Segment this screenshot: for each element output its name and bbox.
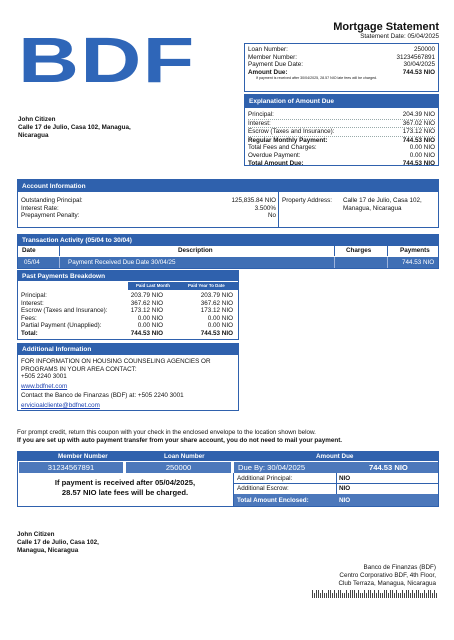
barcode-bar bbox=[406, 590, 407, 598]
barcode-bar bbox=[414, 593, 415, 598]
past-payment-row bbox=[21, 322, 237, 330]
barcode-bar bbox=[394, 593, 395, 598]
bank-address-line2: Club Terraza, Managua, Nicaragua bbox=[338, 580, 436, 587]
past-payment-ytd: 367.62 NIO bbox=[200, 299, 233, 307]
past-payment-ytd: 0.00 NIO bbox=[207, 314, 233, 322]
transaction-box bbox=[17, 234, 439, 269]
barcode-bar bbox=[348, 593, 349, 598]
amount-due-header: Amount Due bbox=[316, 453, 354, 460]
barcode-bar bbox=[314, 593, 315, 598]
explanation-value: 367.02 NIO bbox=[402, 119, 435, 127]
past-payments-box bbox=[17, 270, 239, 340]
additional-line: PROGRAMS IN YOUR AREA CONTACT: bbox=[21, 365, 137, 373]
barcode-bar bbox=[422, 593, 423, 598]
barcode-bar bbox=[376, 593, 377, 598]
barcode-bar bbox=[386, 590, 387, 598]
barcode-bar bbox=[434, 590, 435, 598]
barcode-bar bbox=[324, 593, 325, 598]
past-payment-row bbox=[21, 292, 237, 300]
barcode-bar bbox=[432, 593, 433, 598]
barcode-bar bbox=[318, 590, 319, 598]
past-payment-label: Interest: bbox=[21, 299, 44, 307]
account-info-header: Account Information bbox=[18, 180, 438, 192]
transaction-date: 05/04 bbox=[24, 259, 40, 266]
barcode-bar bbox=[382, 593, 383, 598]
column-divider bbox=[59, 246, 60, 256]
summary-row bbox=[248, 69, 435, 77]
customer-address-line2: Nicaragua bbox=[18, 132, 49, 139]
barcode-bar bbox=[378, 590, 379, 598]
total-enclosed-label: Total Amount Enclosed: bbox=[237, 496, 309, 504]
barcode-bar bbox=[330, 590, 331, 598]
barcode-bar bbox=[332, 593, 333, 598]
past-payment-ytd: 744.53 NIO bbox=[200, 329, 233, 337]
summary-row bbox=[248, 46, 435, 54]
member-number-header: Member Number bbox=[58, 453, 108, 460]
bdf-logo bbox=[18, 24, 198, 96]
transaction-payment: 744.53 NIO bbox=[402, 259, 435, 266]
late-fee-line1: If payment is received after 05/04/2025, bbox=[54, 478, 196, 487]
barcode-bar bbox=[326, 593, 327, 598]
barcode-bar bbox=[360, 593, 361, 598]
barcode-bar bbox=[358, 590, 359, 598]
past-payment-ytd: 173.12 NIO bbox=[200, 307, 233, 315]
barcode-bar bbox=[356, 593, 357, 598]
column-divider bbox=[59, 257, 60, 268]
explanation-value: 0.00 NIO bbox=[409, 151, 435, 159]
account-left bbox=[21, 197, 276, 220]
customer-name: John Citizen bbox=[18, 116, 56, 123]
account-value: 125,835.84 NIO bbox=[231, 197, 276, 204]
barcode-bar bbox=[436, 593, 437, 598]
coupon-header-row bbox=[18, 452, 438, 461]
explanation-header: Explanation of Amount Due bbox=[245, 95, 438, 108]
late-fee-line2: 28.57 NIO late fees will be charged. bbox=[61, 488, 189, 497]
barcode-bar bbox=[316, 590, 317, 598]
account-divider bbox=[278, 192, 279, 228]
transaction-column-headers bbox=[18, 246, 438, 256]
additional-line: FOR INFORMATION ON HOUSING COUNSELING AGENCIES OR bbox=[21, 358, 211, 365]
explanation-label: Interest: bbox=[248, 119, 271, 127]
account-row bbox=[21, 197, 276, 205]
barcode-bar bbox=[322, 590, 323, 598]
barcode-bar bbox=[350, 590, 351, 598]
summary-value: 31234567891 bbox=[396, 53, 435, 61]
explanation-row bbox=[248, 144, 435, 152]
col-paid-ytd: Paid Year To Date bbox=[188, 283, 225, 288]
explanation-label: Total Amount Due: bbox=[248, 159, 304, 167]
sender-address-line1: Calle 17 de Julio, Casa 102, bbox=[17, 539, 99, 546]
past-payment-ytd: 203.79 NIO bbox=[200, 292, 233, 299]
explanation-row bbox=[248, 160, 435, 168]
summary-label: Member Number: bbox=[248, 53, 297, 61]
column-divider bbox=[387, 257, 388, 268]
barcode-bar bbox=[368, 590, 369, 598]
past-payment-row bbox=[21, 330, 237, 338]
page-title: Mortgage Statement bbox=[333, 21, 439, 33]
past-payment-last-month: 0.00 NIO bbox=[137, 314, 163, 322]
barcode-bar bbox=[392, 590, 393, 598]
explanation-row bbox=[248, 128, 435, 137]
barcode-bar bbox=[384, 590, 385, 598]
explanation-label: Escrow (Taxes and Insurance): bbox=[248, 128, 335, 136]
statement-date: Statement Date: 05/04/2025 bbox=[360, 33, 439, 40]
additional-escrow-currency: NIO bbox=[339, 485, 351, 492]
barcode-bar bbox=[370, 590, 371, 598]
additional-info-box bbox=[17, 343, 239, 411]
account-label: Interest Rate: bbox=[21, 204, 59, 212]
past-payment-label: Fees: bbox=[21, 314, 37, 322]
barcode-bar bbox=[364, 590, 365, 598]
past-payment-last-month: 173.12 NIO bbox=[130, 307, 163, 315]
transaction-header: Transaction Activity (05/04 to 30/04) bbox=[18, 235, 438, 246]
transaction-description: Payment Received Due Date 30/04/25 bbox=[68, 259, 176, 266]
account-info-box bbox=[17, 179, 439, 228]
barcode-bar bbox=[402, 590, 403, 598]
transaction-row bbox=[18, 257, 438, 268]
additional-principal-currency: NIO bbox=[339, 475, 351, 482]
bank-name: Banco de Finanzas (BDF) bbox=[363, 564, 436, 571]
additional-escrow-label: Additional Escrow: bbox=[237, 485, 289, 492]
column-divider bbox=[387, 246, 388, 256]
col-charges: Charges bbox=[346, 247, 372, 254]
member-number-value: 31234567891 bbox=[19, 462, 123, 473]
col-paid-last-month: Paid Last Month bbox=[136, 283, 170, 288]
explanation-row bbox=[248, 120, 435, 129]
explanation-row bbox=[248, 137, 435, 145]
summary-value: 250000 bbox=[413, 46, 435, 53]
past-payments-header: Past Payments Breakdown bbox=[18, 271, 238, 281]
past-payment-label: Escrow (Taxes and Insurance): bbox=[21, 307, 108, 315]
late-fee-warning bbox=[19, 478, 231, 498]
sender-address-line2: Managua, Nicaragua bbox=[17, 547, 79, 554]
barcode-bar bbox=[418, 590, 419, 598]
barcode-bar bbox=[342, 593, 343, 598]
barcode-bar bbox=[338, 590, 339, 598]
past-payment-last-month: 744.53 NIO bbox=[130, 329, 163, 337]
explanation-value: 0.00 NIO bbox=[409, 144, 435, 152]
property-address-line1: Calle 17 de Julio, Casa 102, bbox=[343, 197, 422, 204]
summary-row bbox=[248, 61, 435, 69]
past-payment-label: Partial Payment (Unapplied): bbox=[21, 322, 102, 330]
coupon-instruction: For prompt credit, return this coupon with your check in the enclosed envelope to the location shown below. bbox=[17, 429, 316, 436]
total-enclosed-currency: NIO bbox=[339, 496, 351, 504]
explanation-box bbox=[244, 94, 439, 166]
explanation-row bbox=[248, 111, 435, 120]
barcode-bar bbox=[362, 593, 363, 598]
barcode-bar bbox=[320, 593, 321, 598]
website-link[interactable]: www.bdfnet.com bbox=[21, 382, 68, 390]
past-payment-last-month: 367.62 NIO bbox=[130, 299, 163, 307]
explanation-label: Principal: bbox=[248, 111, 274, 118]
account-row bbox=[21, 212, 276, 220]
barcode-bar bbox=[426, 593, 427, 598]
past-payment-label: Principal: bbox=[21, 292, 47, 299]
coupon-divider bbox=[336, 473, 337, 494]
barcode-bar bbox=[334, 590, 335, 598]
barcode-bar bbox=[412, 590, 413, 598]
due-amount: 744.53 NIO bbox=[369, 463, 408, 472]
column-divider bbox=[334, 257, 335, 268]
explanation-value: 204.39 NIO bbox=[402, 111, 435, 118]
barcode-bar bbox=[390, 590, 391, 598]
barcode-bar bbox=[340, 590, 341, 598]
past-payment-row bbox=[21, 307, 237, 315]
additional-info-header: Additional Information bbox=[18, 344, 238, 355]
barcode-bar bbox=[344, 593, 345, 598]
past-payment-last-month: 0.00 NIO bbox=[137, 322, 163, 330]
late-fee-note: If payment is received after 30/04/2025, 28.57 NIO late fees will be charged. bbox=[256, 76, 378, 81]
property-address-line2: Managua, Nicaragua bbox=[343, 204, 402, 212]
barcode-bar bbox=[328, 590, 329, 598]
col-payments: Payments bbox=[400, 247, 430, 254]
past-payment-last-month: 203.79 NIO bbox=[130, 292, 163, 299]
barcode-bar bbox=[346, 590, 347, 598]
summary-row bbox=[248, 54, 435, 62]
amount-due-value bbox=[234, 462, 438, 473]
barcode-bar bbox=[408, 590, 409, 598]
summary-label: Amount Due: bbox=[248, 68, 288, 76]
barcode-bar bbox=[388, 593, 389, 598]
barcode-bar bbox=[410, 593, 411, 598]
barcode-bar bbox=[404, 593, 405, 598]
barcode-bar bbox=[374, 590, 375, 598]
account-label: Outstanding Principal: bbox=[21, 197, 83, 204]
account-row bbox=[21, 205, 276, 213]
property-address-label: Property Address: bbox=[282, 197, 333, 204]
summary-label: Loan Number: bbox=[248, 46, 288, 53]
barcode-bar bbox=[428, 590, 429, 598]
barcode-bar bbox=[416, 590, 417, 598]
past-payments-col-headers bbox=[128, 282, 239, 290]
barcode-bar bbox=[336, 593, 337, 598]
past-payment-ytd: 0.00 NIO bbox=[207, 322, 233, 330]
barcode-bar bbox=[372, 593, 373, 598]
loan-number-header: Loan Number bbox=[164, 453, 205, 460]
barcode-bar bbox=[352, 590, 353, 598]
barcode-bar bbox=[424, 590, 425, 598]
account-value: No bbox=[267, 212, 276, 220]
payment-coupon bbox=[17, 451, 439, 507]
summary-label: Payment Due Date: bbox=[248, 61, 303, 69]
postal-barcode bbox=[312, 590, 438, 598]
barcode-bar bbox=[354, 590, 355, 598]
explanation-value: 744.53 NIO bbox=[402, 159, 435, 167]
logo-text: BDF bbox=[18, 24, 196, 96]
barcode-bar bbox=[420, 593, 421, 598]
contact-line: Contact the Banco de Finanzas (BDF) at: +505 2240 3001 bbox=[21, 392, 184, 400]
barcode-bar bbox=[398, 593, 399, 598]
explanation-label: Regular Monthly Payment: bbox=[248, 136, 328, 144]
explanation-label: Overdue Payment: bbox=[248, 151, 301, 159]
col-description: Description bbox=[178, 247, 213, 254]
barcode-bar bbox=[430, 590, 431, 598]
explanation-label: Total Fees and Charges: bbox=[248, 144, 317, 152]
total-enclosed-row bbox=[234, 494, 438, 506]
explanation-value: 173.12 NIO bbox=[402, 128, 435, 136]
past-payments-rows bbox=[21, 292, 237, 338]
barcode-bar bbox=[380, 593, 381, 598]
customer-address-line1: Calle 17 de Julio, Casa 102, Managua, bbox=[18, 124, 131, 131]
auto-payment-note: If you are set up with auto payment transfer from your share account, you do not need to mail your payment. bbox=[17, 437, 343, 444]
account-value: 3.500% bbox=[254, 204, 276, 212]
past-payment-label: Total: bbox=[21, 329, 38, 337]
barcode-bar bbox=[400, 593, 401, 598]
column-divider bbox=[334, 246, 335, 256]
col-date: Date bbox=[22, 247, 36, 254]
due-by-date: Due By: 30/04/2025 bbox=[238, 463, 306, 472]
bank-address-line1: Centro Corporativo BDF, 4th Floor, bbox=[339, 572, 436, 579]
email-link[interactable]: ervicioalcliente@bdfnet.com bbox=[21, 401, 100, 409]
account-label: Prepayment Penalty: bbox=[21, 212, 80, 220]
summary-box bbox=[244, 43, 439, 92]
explanation-value: 744.53 NIO bbox=[402, 136, 435, 144]
barcode-bar bbox=[366, 593, 367, 598]
summary-value: 744.53 NIO bbox=[402, 68, 435, 76]
past-payment-row bbox=[21, 300, 237, 308]
additional-phone: +505 2240 3001 bbox=[21, 373, 67, 381]
barcode-bar bbox=[396, 590, 397, 598]
past-payment-row bbox=[21, 315, 237, 323]
explanation-row bbox=[248, 152, 435, 160]
barcode-bar bbox=[312, 590, 313, 598]
additional-principal-label: Additional Principal: bbox=[237, 475, 293, 482]
sender-name: John Citizen bbox=[17, 531, 55, 538]
summary-value: 30/04/2025 bbox=[403, 61, 435, 69]
loan-number-value: 250000 bbox=[126, 462, 231, 473]
